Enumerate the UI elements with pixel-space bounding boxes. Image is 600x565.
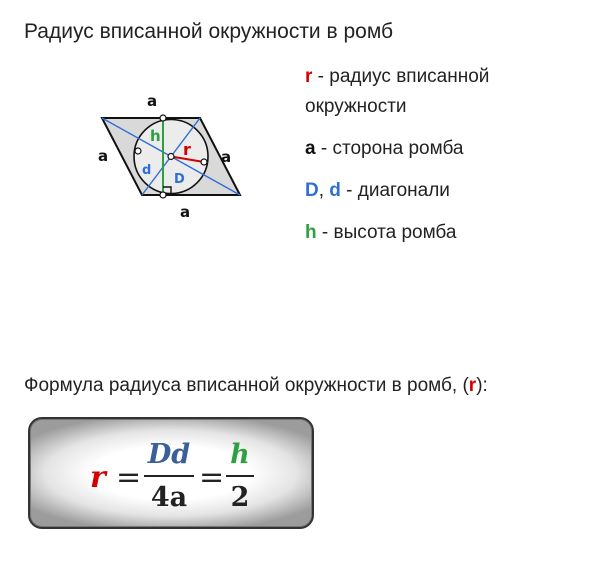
legend-symbol: r — [305, 66, 313, 87]
page-title: Радиус вписанной окружности в ромб — [24, 20, 394, 43]
formula-frac1-denominator: 4a — [150, 482, 188, 513]
formula-label-suffix: ): — [476, 375, 488, 396]
formula-frac2-numerator: h — [230, 439, 250, 470]
rhombus-figure — [90, 85, 250, 220]
formula-frac2-denominator: 2 — [230, 482, 250, 513]
legend-separator: , — [318, 180, 330, 201]
legend-symbol: D — [305, 180, 319, 201]
side-label-right: a — [221, 148, 232, 166]
formula-frac1-numerator: Dd — [147, 439, 191, 470]
radius-label: r — [183, 140, 191, 159]
rhombus-diagram — [90, 85, 250, 220]
legend — [305, 62, 595, 248]
legend-item-diagonals — [305, 176, 595, 206]
legend-symbol: a — [305, 138, 316, 159]
formula-label — [24, 372, 488, 400]
diagonal-short-label: d — [142, 163, 152, 178]
formula-label-symbol: r — [468, 375, 477, 396]
legend-text: - сторона ромба — [315, 138, 464, 159]
legend-symbol: h — [305, 222, 317, 243]
formula-svg — [30, 419, 316, 531]
tangent-point-left — [135, 148, 141, 154]
diagonal-long-label: D — [174, 172, 185, 187]
side-label-bottom: a — [180, 203, 191, 220]
side-label-left: a — [98, 147, 109, 165]
center-point — [168, 154, 174, 160]
legend-text: - диагонали — [340, 180, 450, 201]
legend-item-height — [305, 218, 595, 248]
height-label: h — [150, 127, 161, 145]
legend-text: - высота ромба — [316, 222, 457, 243]
legend-item-radius — [305, 62, 595, 122]
formula-lhs: r — [90, 460, 106, 495]
formula-label-prefix: Формула радиуса вписанной окружности в ромб, ( — [24, 375, 469, 396]
legend-item-side — [305, 134, 595, 164]
tangent-point-bottom — [160, 192, 166, 198]
legend-symbol: d — [329, 180, 341, 201]
legend-text: - радиус вписанной окружности — [305, 66, 490, 117]
formula-box — [28, 417, 314, 529]
tangent-point-right — [201, 159, 207, 165]
formula-equals-1: = — [116, 460, 142, 495]
tangent-point-top — [160, 115, 166, 121]
side-label-top: a — [147, 92, 158, 110]
formula-equals-2: = — [199, 460, 225, 495]
